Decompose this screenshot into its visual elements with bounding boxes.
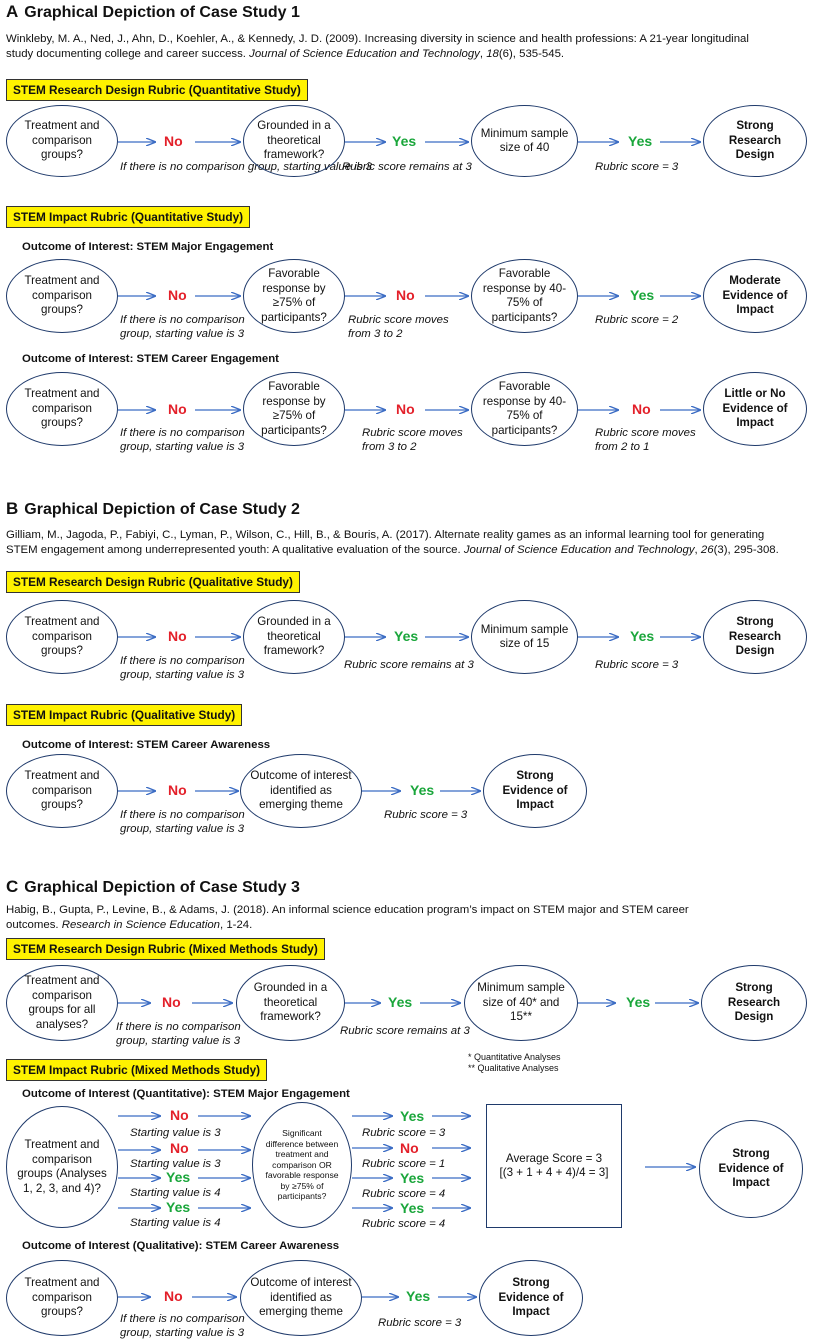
note: Rubric score remains at 3: [344, 659, 474, 671]
design-rubric-label: STEM Research Design Rubric (Qualitative Study): [6, 571, 300, 593]
result-node: Strong Evidence of Impact: [479, 1260, 583, 1336]
answer-yes: Yes: [392, 133, 417, 149]
node-treatment: Treatment and comparison groups?: [6, 600, 118, 674]
outcome-answer-3: Yes: [400, 1170, 425, 1186]
outcome-note-1: Rubric score = 3: [362, 1127, 446, 1139]
answer-yes: Yes: [388, 994, 413, 1010]
node-favorable-75: Favorable response by ≥75% of participants?: [243, 372, 345, 446]
section-b-letter: B: [6, 499, 19, 518]
impact-rubric-label: STEM Impact Rubric (Qualitative Study): [6, 704, 242, 726]
outcome-note-4: Rubric score = 4: [362, 1218, 446, 1230]
section-a-title: Graphical Depiction of Case Study 1: [24, 4, 300, 21]
note: Rubric score = 3: [384, 809, 468, 821]
note: If there is no comparison group, starting value is 3: [116, 1021, 241, 1047]
node-treatment: Treatment and comparison groups?: [6, 259, 118, 333]
node-framework: Grounded in a theoretical framework?: [236, 965, 345, 1041]
note: If there is no comparison group, starting value is 3: [120, 161, 372, 173]
note: Rubric score moves from 2 to 1: [595, 427, 696, 453]
note: If there is no comparison group, starting value is 3: [120, 809, 245, 835]
outcome-heading: Outcome of Interest: STEM Career Engagement: [22, 353, 279, 365]
result-node: Strong Research Design: [703, 105, 807, 177]
branch-answer-2: No: [170, 1140, 189, 1156]
design-rubric-label: STEM Research Design Rubric (Mixed Methods Study): [6, 938, 325, 960]
note: If there is no comparison group, starting value is 3: [120, 655, 245, 681]
note: Rubric score remains at 3: [340, 1025, 470, 1037]
outcome-note-3: Rubric score = 4: [362, 1188, 446, 1200]
citation-line: Gilliam, M., Jagoda, P., Fabiyi, C., Lyman, P., Wilson, C., Hill, B., & Bouris, A. (2017). Alternate reality games as an informal learning tool for generating: [6, 529, 765, 541]
section-a-citation: [6, 32, 806, 62]
result-node: Strong Evidence of Impact: [483, 754, 587, 828]
result-node: Strong Research Design: [703, 600, 807, 674]
citation-line: Winkleby, M. A., Ned, J., Ahn, D., Koehler, A., & Kennedy, J. D. (2009). Increasing diversity in science and health professions: A 21-year longitudinal: [6, 33, 749, 45]
average-score-box: [486, 1104, 622, 1228]
section-c-title: Graphical Depiction of Case Study 3: [24, 879, 300, 896]
note: Rubric score moves from 3 to 2: [362, 427, 463, 453]
node-treatment: Treatment and comparison groups?: [6, 754, 118, 828]
branch-note-4: Starting value is 4: [130, 1217, 221, 1229]
section-c-heading: [6, 877, 300, 897]
answer-yes: Yes: [628, 133, 653, 149]
branch-note-2: Starting value is 3: [130, 1158, 221, 1170]
answer-no: No: [162, 994, 181, 1010]
result-node: Strong Evidence of Impact: [699, 1120, 803, 1218]
average-score: Average Score = 3: [505, 1151, 603, 1165]
answer-no: No: [632, 401, 651, 417]
note: If there is no comparison group, starting value is 3: [120, 314, 245, 340]
average-formula: [(3 + 1 + 4 + 4)/4 = 3]: [499, 1166, 609, 1179]
outcome-note-2: Rubric score = 1: [362, 1158, 446, 1170]
citation-line: study documenting college and career success. Journal of Science Education and Technology, 18(6), 535-545.: [6, 48, 565, 60]
outcome-heading: Outcome of Interest: STEM Career Awareness: [22, 739, 271, 751]
answer-no: No: [168, 401, 187, 417]
node-treatment: Treatment and comparison groups?: [6, 105, 118, 177]
result-node: Strong Research Design: [701, 965, 807, 1041]
node-treatment: Treatment and comparison groups (Analyses 1, 2, 3, and 4)?: [6, 1106, 118, 1228]
citation-line: outcomes. Research in Science Education, 1-24.: [6, 919, 253, 931]
outcome-heading: Outcome of Interest (Qualitative): STEM Career Awareness: [22, 1240, 340, 1252]
node-treatment: Treatment and comparison groups?: [6, 1260, 118, 1336]
node-favorable-40-75: Favorable response by 40-75% of participants?: [471, 259, 578, 333]
outcome-heading: Outcome of Interest: STEM Major Engagement: [22, 241, 274, 253]
note: If there is no comparison group, starting value is 3: [120, 427, 245, 453]
citation-journal: Journal of Science Education and Technology: [463, 544, 695, 556]
impact-rubric-label: STEM Impact Rubric (Quantitative Study): [6, 206, 250, 228]
citation-line: Habig, B., Gupta, P., Levine, B., & Adams, J. (2018). An informal science education program’s impact on STEM major and STEM career: [6, 904, 689, 916]
node-significant-difference: Significant difference between treatment and comparison OR favorable response by ≥75% of participants?: [252, 1102, 352, 1228]
outcome-answer-4: Yes: [400, 1200, 425, 1216]
result-node: Little or No Evidence of Impact: [703, 372, 807, 446]
citation-journal: Research in Science Education: [61, 919, 221, 931]
node-favorable-75: Favorable response by ≥75% of participants?: [243, 259, 345, 333]
answer-yes: Yes: [394, 628, 419, 644]
answer-no: No: [396, 401, 415, 417]
outcome-answer-1: Yes: [400, 1108, 425, 1124]
answer-yes: Yes: [406, 1288, 431, 1304]
node-emerging-theme: Outcome of interest identified as emerging theme: [240, 754, 362, 828]
impact-rubric-label: STEM Impact Rubric (Mixed Methods Study): [6, 1059, 267, 1081]
node-sample-size: Minimum sample size of 40: [471, 105, 578, 177]
branch-answer-1: No: [170, 1107, 189, 1123]
design-rubric-label: STEM Research Design Rubric (Quantitative Study): [6, 79, 308, 101]
branch-answer-3: Yes: [166, 1169, 191, 1185]
citation-line: STEM engagement among underrepresented youth: A qualitative evaluation of the source. Journal of Science Education and Technology, 26(3), 295-308.: [6, 544, 779, 556]
result-node: Moderate Evidence of Impact: [703, 259, 807, 333]
branch-answer-4: Yes: [166, 1199, 191, 1215]
node-framework: Grounded in a theoretical framework?: [243, 105, 345, 177]
answer-no: No: [168, 782, 187, 798]
answer-yes: Yes: [626, 994, 651, 1010]
citation-journal: Journal of Science Education and Technology: [249, 48, 480, 60]
node-sample-size: Minimum sample size of 40* and 15**: [464, 965, 578, 1041]
branch-note-1: Starting value is 3: [130, 1127, 221, 1139]
footnote: * Quantitative Analyses ** Qualitative Analyses: [468, 1052, 561, 1073]
node-favorable-40-75: Favorable response by 40-75% of participants?: [471, 372, 578, 446]
section-b-citation: [6, 528, 806, 558]
answer-yes: Yes: [630, 287, 655, 303]
answer-no: No: [168, 287, 187, 303]
answer-yes: Yes: [630, 628, 655, 644]
answer-yes: Yes: [410, 782, 435, 798]
note: Rubric score = 3: [595, 161, 679, 173]
note: If there is no comparison group, starting value is 3: [120, 1313, 245, 1339]
note: Rubric score = 3: [595, 659, 679, 671]
outcome-heading: Outcome of Interest (Quantitative): STEM Major Engagement: [22, 1088, 350, 1100]
node-sample-size: Minimum sample size of 15: [471, 600, 578, 674]
note: Rubric score = 2: [595, 314, 679, 326]
section-a-letter: A: [6, 2, 19, 21]
note: Rubric score remains at 3: [342, 161, 472, 173]
answer-no: No: [168, 628, 187, 644]
node-treatment: Treatment and comparison groups for all analyses?: [6, 965, 118, 1041]
section-b-title: Graphical Depiction of Case Study 2: [24, 501, 300, 518]
note: Rubric score moves from 3 to 2: [348, 314, 449, 340]
answer-no: No: [164, 133, 183, 149]
section-c-citation: [6, 903, 806, 933]
section-b-heading: [6, 499, 300, 519]
branch-note-3: Starting value is 4: [130, 1187, 221, 1199]
node-treatment: Treatment and comparison groups?: [6, 372, 118, 446]
answer-no: No: [164, 1288, 183, 1304]
section-c-letter: C: [6, 877, 19, 896]
node-emerging-theme: Outcome of interest identified as emerging theme: [240, 1260, 362, 1336]
note: Rubric score = 3: [378, 1317, 462, 1329]
section-a-heading: [6, 2, 300, 22]
outcome-answer-2: No: [400, 1140, 419, 1156]
answer-no: No: [396, 287, 415, 303]
node-framework: Grounded in a theoretical framework?: [243, 600, 345, 674]
